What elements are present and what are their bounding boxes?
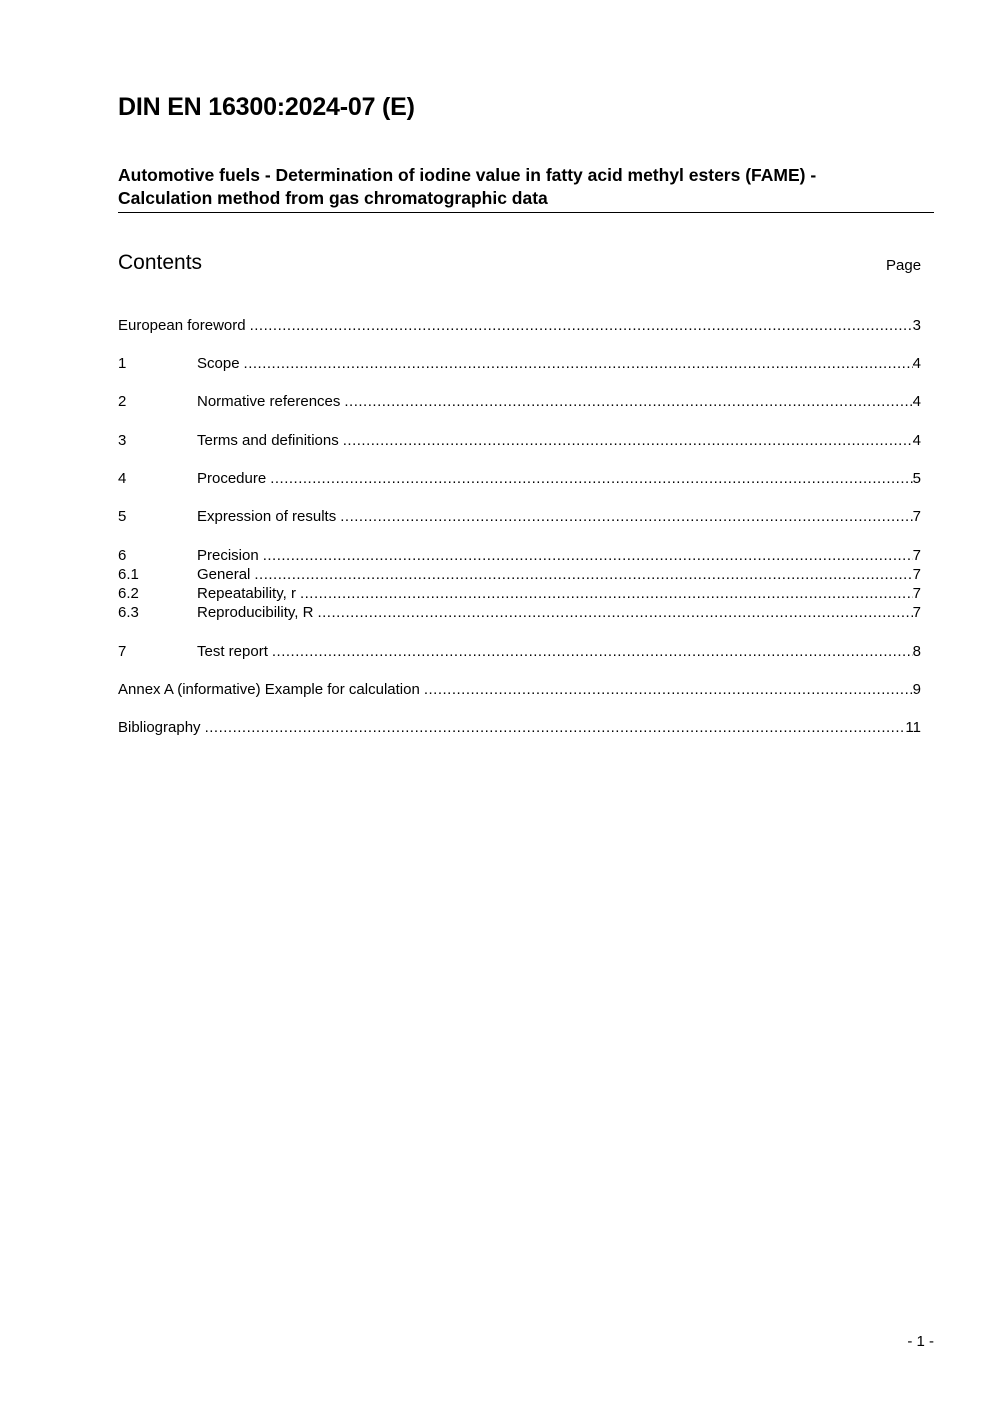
toc-entry-label: Precision (197, 547, 259, 564)
toc-leader-dots (317, 603, 912, 622)
toc-entry-number: 2 (118, 393, 127, 410)
toc-entry-label: General (197, 566, 251, 583)
document-id: DIN EN 16300:2024-07 (E) (118, 93, 415, 121)
toc-entry-test-report[interactable] (118, 642, 921, 661)
toc-entry-number: 6.1 (118, 566, 139, 583)
toc-entry-page: 7 (912, 547, 921, 564)
toc-entry-label: Procedure (197, 470, 267, 487)
toc-entry-label: Test report (197, 643, 268, 660)
toc-leader-dots (250, 316, 913, 335)
toc-entry-page: 7 (912, 508, 921, 525)
toc-entry-number: 7 (118, 643, 127, 660)
toc-entry-page: 3 (912, 317, 921, 334)
toc-entry-annex-a[interactable] (118, 680, 921, 699)
toc-entry-label: Reproducibility, R (197, 604, 314, 621)
document-title (118, 164, 934, 213)
toc-entry-number: 3 (118, 432, 127, 449)
toc-entry-number: 6.2 (118, 585, 139, 602)
contents-heading: Contents (118, 251, 203, 274)
toc-entry-number: 6.3 (118, 604, 139, 621)
toc-leader-dots (340, 507, 912, 526)
toc-entry-label: Expression of results (197, 508, 337, 525)
toc-leader-dots (300, 584, 913, 603)
toc-entry-label: Bibliography (118, 719, 201, 736)
toc-entry-reproducibility[interactable] (118, 603, 921, 622)
toc-entry-expression-of-results[interactable] (118, 507, 921, 526)
toc-entry-number: 4 (118, 470, 127, 487)
toc-leader-dots (205, 718, 906, 737)
toc-entry-number: 5 (118, 508, 127, 525)
toc-entry-general[interactable] (118, 565, 921, 584)
toc-entry-page: 11 (905, 719, 921, 736)
toc-leader-dots (424, 680, 913, 699)
toc-entry-european-foreword[interactable] (118, 316, 921, 335)
toc-leader-dots (270, 469, 912, 488)
toc-entry-precision[interactable] (118, 546, 921, 565)
toc-entry-label: European foreword (118, 317, 246, 334)
toc-entry-terms-and-definitions[interactable] (118, 431, 921, 450)
document-title-line-2: Calculation method from gas chromatographic data (118, 188, 548, 208)
toc-entry-label: Repeatability, r (197, 585, 296, 602)
toc-entry-page: 7 (912, 585, 921, 602)
toc-leader-dots (263, 546, 913, 565)
toc-entry-number: 1 (118, 355, 127, 372)
toc-entry-procedure[interactable] (118, 469, 921, 488)
toc-leader-dots (272, 642, 913, 661)
toc-entry-page: 4 (912, 355, 921, 372)
toc-entry-normative-references[interactable] (118, 392, 921, 411)
toc-entry-page: 9 (912, 681, 921, 698)
toc-entry-page: 7 (912, 604, 921, 621)
toc-leader-dots (244, 354, 913, 373)
toc-leader-dots (254, 565, 912, 584)
toc-entry-label: Normative references (197, 393, 341, 410)
toc-entry-repeatability[interactable] (118, 584, 921, 603)
toc-entry-page: 4 (912, 393, 921, 410)
toc-entry-scope[interactable] (118, 354, 921, 373)
toc-entry-page: 7 (912, 566, 921, 583)
toc-entry-page: 4 (912, 432, 921, 449)
toc-entry-page: 5 (912, 470, 921, 487)
toc-leader-dots (344, 392, 912, 411)
toc-entry-page: 8 (912, 643, 921, 660)
document-title-line-1: Automotive fuels - Determination of iodine value in fatty acid methyl esters (FAME) - (118, 165, 817, 185)
toc-entry-number: 6 (118, 547, 127, 564)
toc-entry-bibliography[interactable] (118, 718, 921, 737)
toc-leader-dots (343, 431, 913, 450)
page-column-heading: Page (886, 257, 922, 274)
toc-entry-label: Terms and definitions (197, 432, 339, 449)
toc-entry-label: Annex A (informative) Example for calculation (118, 681, 420, 698)
toc-entry-label: Scope (197, 355, 240, 372)
page-number: - 1 - (907, 1333, 934, 1350)
